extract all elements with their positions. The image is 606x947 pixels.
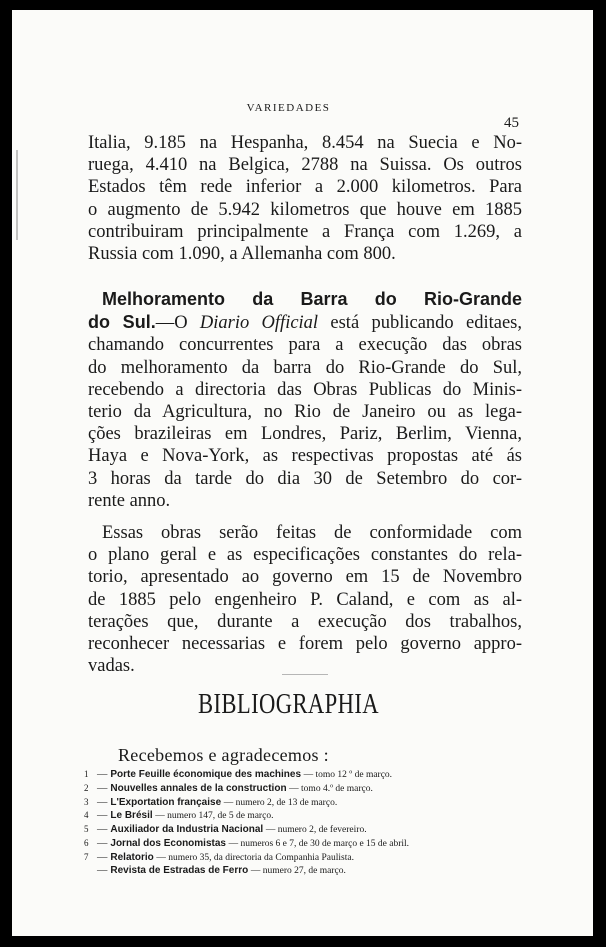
publication-detail: — tomo 12 º de março. — [303, 770, 393, 780]
list-item: — Revista de Estradas de Ferro — numero 27, de março. — [97, 864, 346, 876]
text-line: terações que, durante a execução dos trabalhos, — [88, 611, 522, 632]
publication-detail: — numero 35, da directoria da Companhia Paulista. — [156, 852, 354, 863]
text-line: Essas obras serão feitas de conformidade com — [102, 523, 522, 543]
text-line: Russia com 1.090, a Allemanha com 800. — [88, 244, 396, 265]
publication-title: Porte Feuille économique des machines — [110, 769, 302, 780]
diario-official: Diario Official — [199, 313, 319, 334]
text-line: Italia, 9.185 na Hespanha, 8.454 na Suecia e No- — [88, 133, 522, 153]
publication-title: Revista de Estradas de Ferro — [110, 864, 249, 876]
running-head: VARIEDADES — [246, 102, 331, 114]
text-line: rente anno. — [88, 490, 171, 511]
text-line — [88, 311, 522, 334]
text-line: contribuiram principalmente a França com 1.269, a — [88, 221, 522, 242]
text-line: ções brazileiras em Londres, Pariz, Berlim, Vienna, — [88, 424, 522, 445]
text-line: o plano geral e as especificações constantes do rela- — [88, 545, 522, 566]
item-number: 1 — [84, 769, 89, 779]
publication-title: Nouvelles annales de la construction — [110, 782, 287, 794]
publication-detail: — numero 147, de 5 de março. — [155, 811, 274, 822]
publication-detail: — tomo 4.º de março. — [289, 783, 373, 794]
publication-title: Le Brésil — [110, 810, 153, 822]
book-page — [12, 10, 593, 936]
text-line: 3 horas da tarde do dia 30 de Setembro do cor- — [88, 468, 522, 489]
list-item: 5 — Auxiliador da Industria Nacional — numero 2, de fevereiro. — [84, 824, 367, 836]
list-item: 7 — Relatorio — numero 35, da directoria da Companhia Paulista. — [84, 851, 354, 863]
item-number: 2 — [84, 782, 89, 793]
text-line: de 1885 pelo engenheiro P. Caland, e com as al- — [88, 589, 522, 610]
text-line: recebendo a directoria das Obras Publicas do Minis- — [88, 379, 522, 400]
text-line: do melhoramento da barra do Rio-Grande do Sul, — [88, 357, 522, 378]
bibliography-list — [84, 768, 524, 877]
publication-title: Jornal dos Economistas — [110, 837, 226, 849]
section-heading: Melhoramento da Barra do Rio-Grande — [102, 289, 522, 309]
publication-title: L'Exportation française — [110, 796, 222, 808]
dash-text: —O — [155, 313, 200, 334]
text-line: Haya e Nova-York, as respectivas propostas até ás — [88, 446, 522, 467]
text-fragment: está publicando editaes, — [318, 313, 522, 334]
page-number: 45 — [504, 115, 519, 131]
item-number: 5 — [84, 824, 89, 835]
paragraph-barra-rio-grande — [88, 288, 522, 512]
bibliography-intro: Recebemos e agradecemos : — [118, 745, 329, 765]
list-item: 3 — L'Exportation française — numero 2, de 13 de março. — [84, 796, 338, 808]
text-line: reconhecer necessarias e forem pelo governo appro- — [88, 634, 522, 655]
item-number: 3 — [84, 796, 89, 807]
publication-detail: — numeros 6 e 7, de 30 de março e 15 de abril. — [228, 838, 410, 849]
bibliography-title: BIBLIOGRAPHIA — [197, 688, 380, 720]
list-item: 2 — Nouvelles annales de la construction — tomo 4.º de março. — [84, 782, 373, 794]
list-item: 1 — Porte Feuille économique des machines — tomo 12 º de março. — [84, 769, 393, 780]
list-item: 6 — Jornal dos Economistas — numeros 6 e 7, de 30 de março e 15 de abril. — [84, 837, 410, 849]
text-line: vadas. — [88, 656, 135, 677]
item-number: 7 — [84, 851, 89, 862]
section-heading-line — [88, 288, 522, 311]
publication-detail: — numero 2, de 13 de março. — [223, 797, 338, 808]
section-heading-end: do Sul. — [88, 312, 156, 333]
paragraph-railways — [88, 132, 522, 265]
text-line: torio, apresentado ao governo em 15 de Novembro — [88, 567, 522, 588]
publication-detail: — numero 27, de março. — [250, 865, 346, 876]
paragraph-obras — [88, 522, 522, 677]
text-line: ruega, 4.410 na Belgica, 2788 na Suissa. Os outros — [88, 155, 522, 176]
text-line: Estados têm rede inferior a 2.000 kilometros. Para — [88, 177, 522, 198]
text-line: terio da Agricultura, no Rio de Janeiro ou as lega- — [88, 402, 522, 423]
text-line: o augmento de 5.942 kilometros que houve em 1885 — [88, 199, 522, 220]
item-number: 6 — [84, 837, 89, 848]
publication-title: Auxiliador da Industria Nacional — [110, 824, 264, 836]
section-divider — [282, 674, 328, 675]
item-number: 4 — [84, 810, 89, 821]
list-item: 4 — Le Brésil — numero 147, de 5 de março. — [84, 810, 274, 822]
page-edge-mark — [16, 150, 18, 240]
publication-title: Relatorio — [110, 851, 154, 863]
publication-detail: — numero 2, de fevereiro. — [265, 825, 367, 836]
text-line: chamando concurrentes para a execução das obras — [88, 335, 522, 356]
